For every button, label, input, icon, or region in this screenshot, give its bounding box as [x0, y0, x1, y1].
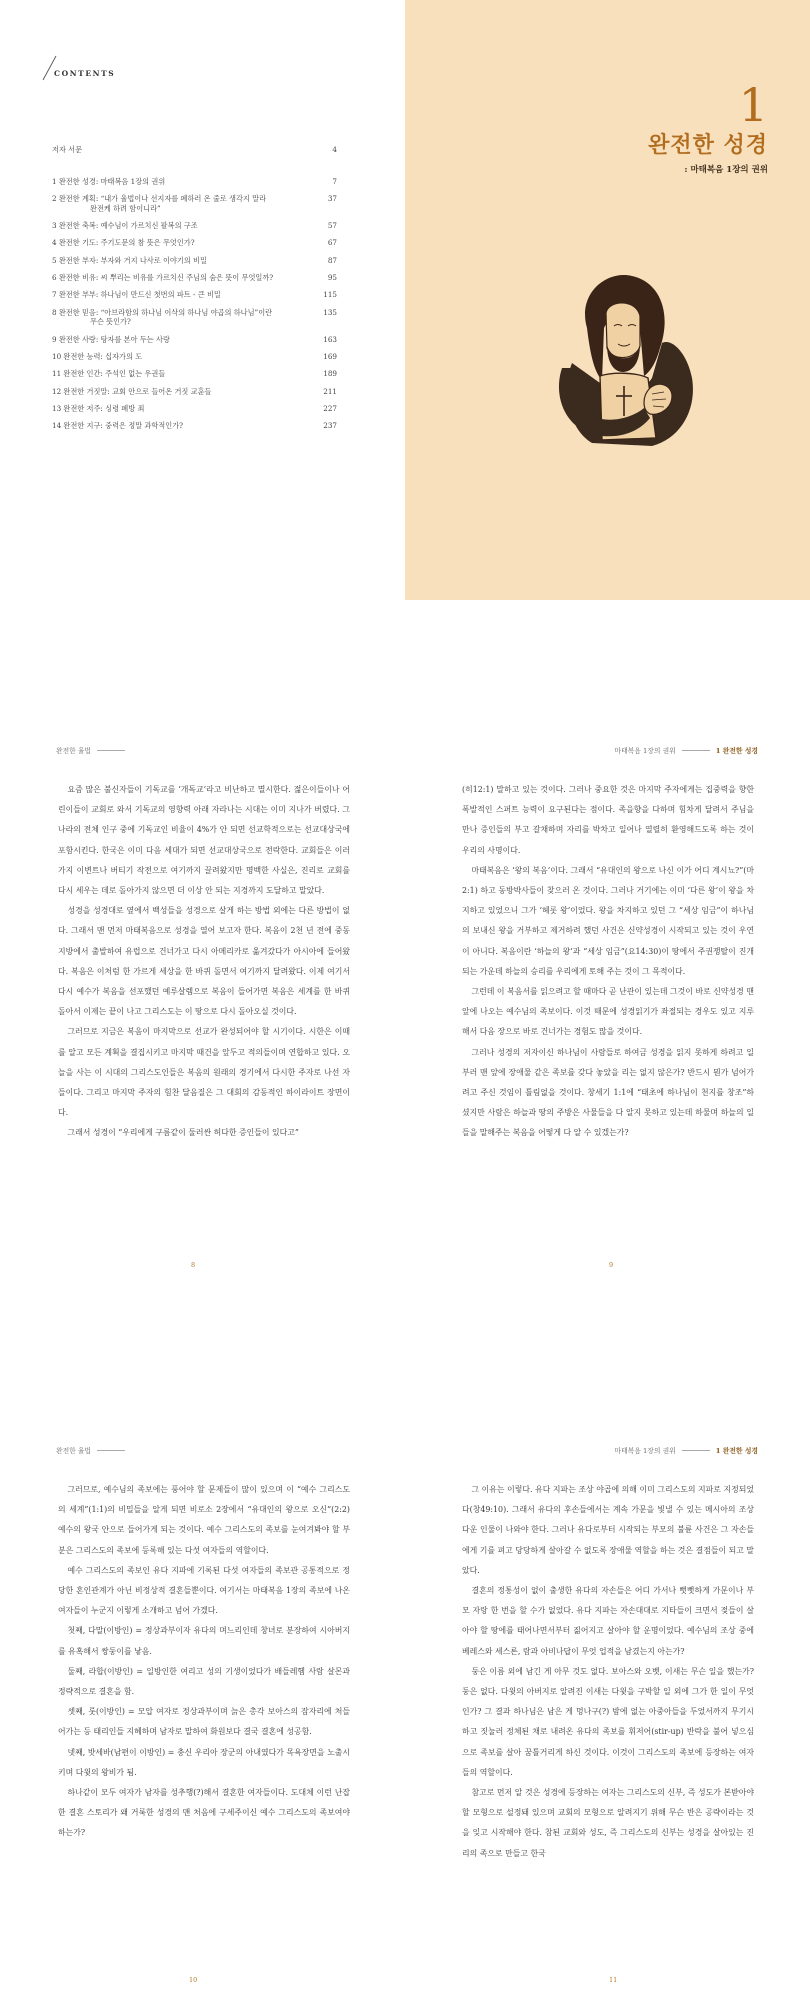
paragraph: 넷째, 밧세바(남편이 이방인) = 충신 우리아 장군의 아내였다가 목욕장면을 노출시키며 다윗의 왕비가 됨. — [58, 1747, 350, 1777]
toc-item-title-continuation: 무슨 뜻인가? — [90, 317, 131, 327]
contents-spread — [0, 0, 810, 600]
toc-item-title-line: 6 완전한 비유: 씨 뿌리는 비유를 가르치신 주님의 숨은 뜻이 무엇일까? — [52, 273, 274, 282]
paragraph: 둥은 이름 외에 남긴 게 아무 것도 없다. 보아스와 오벳, 이새는 무슨 일을 했는가? 둥은 없다. 다윗의 아버지로 알려진 이새는 다윗을 구박할 일 외에 그가 한 일이 무엇인가? 그 결과 하나님은 남은 게 멍나구(?) 밤에 없는 아중아들을 두었서까지 무기시하고 짓눌러 정체된 채로 내려온 유다의 족보를 휘저어(stir-up) 반락을 불어 넣으심으로 족보를 살아 꿈틀거리게 하신 것이다. 이것이 그리스도의 족보에 등장하는 여자들의 역할이다. — [462, 1666, 754, 1777]
page-11-body — [462, 1480, 754, 1864]
toc-item-title-line: 4 완전한 기도: 주기도문의 참 뜻은 무엇인가? — [52, 238, 195, 248]
paragraph: 마태복음은 ‘왕의 복음’이다. 그래서 “유대인의 왕으로 나신 이가 어디 계시뇨?”(마2:1) 하고 동방박사들이 찾으러 온 것이다. 그러나 거기에는 이미 ‘다른 왕’이 왕을 차지하고 있었으니 그가 ‘헤롯 왕’이었다. 왕을 차지하고 있던 그 “세상 임금”이 하나님의 보내신 왕을 거부하고 제거하려 했던 사건은 신약성경이 시작되고 있는 것이 우연이 아니다. 복음이란 ‘하늘의 왕’과 “세상 임금”(요14:30)이 땅에서 주권쟁탈이 진개되는 가운데 하늘의 승리를 우리에게 토해 주는 것이 그 목적이다. — [462, 865, 754, 976]
toc-item — [52, 308, 337, 327]
toc-item-title — [52, 335, 302, 345]
running-head-right-strong: 1 완전한 성경 — [715, 1447, 758, 1455]
toc-item — [52, 221, 337, 231]
toc-item — [52, 238, 337, 248]
toc-item-title — [52, 273, 302, 283]
toc-item — [52, 387, 337, 397]
toc-item-title-line: 12 완전한 거짓말: 교회 안으로 들어온 거짓 교훈들 — [52, 386, 212, 396]
toc-item-page: 211 — [323, 386, 337, 396]
running-head-rule — [97, 750, 125, 751]
running-head-left — [56, 1445, 131, 1455]
toc-item — [52, 335, 337, 345]
toc-item-title-line: 13 완전한 저주: 싱령 폐방 죄 — [52, 403, 145, 413]
toc-item-title-line: 2 완전한 계획: “내가 율법이나 선지자를 폐하러 온 줄로 생각지 말라 — [52, 194, 267, 204]
running-head-right — [615, 745, 758, 755]
toc-item-page: 67 — [327, 238, 337, 248]
toc-item — [52, 404, 337, 414]
toc-item — [52, 273, 337, 283]
paragraph: 하나같이 모두 여자가 남자를 성추행(?)해서 결혼한 여자들이다. 도대체 이런 난잡한 결혼 스토리가 왜 거룩한 성경의 맨 처음에 구세주이신 예수 그리스도의 족보여야 하는가? — [58, 1788, 350, 1838]
page-number-11: 11 — [609, 1976, 618, 1984]
paragraph: 그러나 성경의 저자이신 하나님이 사람들로 하여금 성경을 읽지 못하게 하려고 일부러 맨 앞에 장애물 같은 족보를 갖다 놓았을 리는 없지 않은가? 반드시 뭔가 넘어가려고 주신 것임이 틀림없을 것이다. 창세기 1:1에 “태초에 하나님이 천지를 창조”하셨지만 사람은 하늘과 땅의 주방은 사물들을 다 알지 못하고 있는데 하물며 하늘의 일들을 말해주는 복음을 어떻게 다 알 수 있겠는가? — [462, 1047, 754, 1138]
contents-header — [40, 55, 240, 85]
toc-item-page: 57 — [327, 221, 337, 231]
paragraph: 예수 그리스도의 족보인 유다 지파에 기록된 다섯 여자들의 족보관 공통적으로 정당한 혼인관계가 아닌 비정상적 결혼들뿐이다. 여기서는 마태복음 1장의 족보에 나온 여자들이 누군지 이렇게 소개하고 넘어 가겠다. — [58, 1565, 350, 1616]
paragraph: 그래서 성경이 “우리에게 구름같이 둘러싼 허다한 증인들이 있다고” — [67, 1128, 299, 1138]
running-head-left-text: 완전한 율법 — [56, 1447, 91, 1455]
table-of-contents — [52, 145, 337, 439]
toc-item-page: 115 — [323, 290, 337, 300]
toc-item-title — [52, 387, 302, 397]
toc-item-title — [52, 194, 302, 213]
toc-item-page: 95 — [327, 273, 337, 282]
toc-item-title — [52, 256, 302, 266]
toc-item-page: 163 — [323, 334, 337, 344]
page-number-9: 9 — [609, 1261, 614, 1269]
paragraph: 첫째, 다말(이방인) = 정상과부이자 유다의 며느리인데 창녀로 분장하여 시아버지를 유혹해서 쌍둥이를 낳음. — [58, 1626, 350, 1656]
toc-item-page: 37 — [327, 194, 337, 204]
toc-item-title — [52, 238, 302, 248]
paragraph: (히12:1) 말하고 있는 것이다. 그러나 중요한 것은 마지막 주자에게는 집중력을 향한 폭발적인 스퍼트 능력이 요구된다는 점이다. 족을향을 다하며 힘차게 달려서 주님을 만나 증인들의 부고 갈채하며 자리를 박차고 일어나 열렬히 환영해드도록 하는 것이 우리의 사명이다. — [462, 785, 754, 855]
paragraph: 성경을 성경대로 옆에서 백성들을 성경으로 살게 하는 방법 외에는 다른 방법이 없다. 그래서 맨 먼저 마태복음으로 성경을 열어 보고자 한다. 복음이 2천 년 전에 중동지방에서 출발하여 유럽으로 건너가고 다시 아메리카로 옮겨갔다가 아시아에 들어왔다. 복음은 이처럼 한 가르게 세상을 한 바퀴 돌면서 여기까지 달려왔다. 이제 여기서 다시 예수가 복음을 선포했던 예루살렘으로 복음이 들어가면 복음은 세계를 한 바퀴 돌아서 이제는 끝이 나고 그리스도는 이 땅으로 다시 돌아오실 것이다. — [58, 906, 350, 1017]
running-head-left-text: 완전한 율법 — [56, 747, 91, 755]
toc-item-title — [52, 221, 302, 231]
toc-item-title-line: 5 완전한 부자: 부자와 거지 나사로 이야기의 비밀 — [52, 255, 207, 265]
running-head-right-small: 마태복음 1장의 권위 — [614, 747, 676, 755]
page-10-body — [58, 1480, 350, 1844]
toc-item-title — [52, 404, 302, 414]
toc-item — [52, 352, 337, 362]
paragraph: 그러므로 지금은 복음이 마지막으로 선교가 완성되어야 할 시기이다. 시한은 이때를 알고 모든 계획을 결집시키고 마지막 때건을 앞두고 적의들이며 연합하고 있다. 오늘을 사는 이 시대의 그리스도인들은 복음의 원래의 경기에서 다시한 주자로 나선 자들이다. 그리고 마지막 주자의 힘찬 달음질은 그 대회의 감동적인 하이라이트 장면이다. — [58, 1027, 350, 1118]
toc-item-title-line: 11 완전한 인간: 주석인 없는 우권들 — [52, 369, 166, 379]
running-head-rule — [682, 750, 710, 751]
toc-item-title — [52, 308, 302, 327]
spread-pages-8-9 — [0, 720, 810, 1280]
toc-item — [52, 145, 337, 155]
chapter-subtitle: : 마태복음 1장의 권위 — [684, 165, 768, 175]
toc-item — [52, 421, 337, 431]
spread-pages-10-11 — [0, 1420, 810, 2000]
toc-item-title — [52, 145, 302, 155]
running-head-right-small: 마태복음 1장의 권위 — [614, 1447, 676, 1455]
toc-item — [52, 177, 337, 187]
paragraph: 셋째, 룻(이방인) = 모압 여자로 정상과부이며 늙은 총각 보아스의 잠자리에 처들어가는 등 태리인들 지혜하며 남자로 말하여 화원보다 결국 결혼에 성공함. — [58, 1707, 350, 1737]
toc-item — [52, 256, 337, 266]
toc-item-title — [52, 290, 302, 300]
toc-item-title-line: 7 완전한 부부: 하나님이 만드신 첫번의 파트 - 큰 비밀 — [52, 290, 221, 300]
toc-item-title-line: 10 완전한 능력: 십자가의 도 — [52, 351, 143, 361]
toc-item-title-line: 9 완전한 사랑: 탕자를 본아 두는 사랑 — [52, 334, 170, 344]
page-number-8: 8 — [191, 1261, 196, 1269]
toc-item-title-line: 8 완전한 믿음: “아브라함의 하나님 이삭의 하나님 야곱의 하나님”이란 — [52, 307, 273, 317]
toc-item — [52, 369, 337, 379]
jesus-embrace-illustration — [532, 268, 702, 448]
running-head-right — [615, 1445, 758, 1455]
chapter-opener — [405, 0, 810, 600]
toc-item-page: 169 — [323, 351, 337, 361]
chapter-number: 1 — [738, 78, 768, 132]
paragraph: 그러므로, 예수님의 족보에는 풍어야 할 문제들이 많이 있으며 이 “예수 그리스도의 세계”(1:1)의 비밀들을 알게 되면 비로소 2장에서 “유대인의 왕으로 오신”(2:2) 예수의 왕국 안으로 들어가게 되는 것이다. 예수 그리스도의 족보를 눈여겨봐야 할 부분은 그리스도의 족보에 등록해 있는 다섯 여자들의 역할이다. — [58, 1485, 350, 1555]
toc-item-page: 189 — [323, 369, 337, 379]
toc-item-page: 4 — [332, 145, 337, 154]
paragraph: 그런데 이 복음서를 읽으려고 할 때마다 곧 난관이 있는데 그것이 바로 신약성경 맨 앞에 나오는 예수님의 족보이다. 이것 때문에 성경읽기가 좌절되는 경우도 있고 지루해서 다음 장으로 바로 건너가는 경험도 많을 것이다. — [462, 987, 754, 1037]
paragraph: 결혼의 정통성이 없이 출생한 유다의 자손들은 어디 가서나 뻣뻣하게 가문이나 부모 자랑 한 번을 할 수가 없었다. 유다 지파는 자손대대로 지타들이 크면서 젖들이 살아야 할 땅에를 태어나면서부터 짊어지고 살아야 할 운명이었다. 예수님의 조상 중에 베레스와 세스론, 람과 아비나답이 무엇 업적을 남겼는지 아는가? — [462, 1586, 754, 1656]
running-head-rule — [97, 1450, 125, 1451]
toc-item-title — [52, 369, 302, 379]
toc-item-title — [52, 421, 302, 431]
toc-item-page: 87 — [327, 255, 337, 265]
toc-item-title — [52, 352, 302, 362]
page-9-body — [462, 780, 754, 1144]
chapter-title: 완전한 성경 — [648, 132, 768, 158]
running-head-rule — [682, 1450, 710, 1451]
toc-item-page: 227 — [323, 403, 337, 413]
paragraph: 참고로 먼저 알 것은 성경에 등장하는 여자는 그리스도의 신부, 즉 성도가 본받아야 할 모형으로 설정돼 있으며 교회의 모형으로 알려지기 위해 무슨 반은 공략이라는 것을 잊고 시작해야 한다. 참된 교회와 성도, 즉 그리스도의 신부는 성경을 살아있는 진리의 족으로 만들고 한국 — [462, 1788, 754, 1858]
toc-item-title-line: 14 완전한 지구: 중력은 정말 과학적인가? — [52, 421, 183, 431]
paragraph: 둘째, 라합(이방인) = 일방인한 여리고 성의 기생이었다가 배들레헴 사람 살몬과 정략적으로 결혼을 함. — [58, 1666, 350, 1697]
running-head-right-strong: 1 완전한 성경 — [715, 747, 758, 755]
toc-item-page: 7 — [332, 176, 337, 186]
toc-item — [52, 290, 337, 300]
toc-item-title — [52, 177, 302, 187]
page-8-body — [58, 780, 350, 1144]
paragraph: 그 이유는 이렇다. 유다 지파는 조상 야곱에 의해 이미 그리스도의 지파로 지정되었다(창49:10). 그래서 유다의 후손들에서는 계속 가문을 빛낼 수 있는 메시아의 조상다운 인물이 나와야 한다. 그러나 유다로부터 시작되는 부모의 불륜 사건은 그 자손들에게 기를 펴고 당당하게 살아갈 수 없도록 장애물 역할을 하는 것은 결점들이 되고 말았다. — [462, 1485, 754, 1575]
toc-item-page: 237 — [323, 421, 337, 431]
toc-item-title-line: 3 완전한 축복: 예수님이 가르치신 팔복의 구조 — [52, 221, 198, 231]
toc-item-title-line: 1 완전한 성경: 마태복음 1장의 권위 — [52, 176, 166, 186]
toc-item-title-line: 저자 서문 — [52, 145, 83, 154]
page-number-10: 10 — [189, 1976, 198, 1984]
toc-item — [52, 194, 337, 213]
contents-title: CONTENTS — [54, 69, 116, 78]
toc-item-page: 135 — [323, 307, 337, 317]
running-head-left — [56, 745, 131, 755]
paragraph: 요즘 많은 불신자들이 기독교를 ‘개독교’라고 비난하고 멸시한다. 젊은이들이나 어린이들이 교회로 와서 기독교의 영향력 아래 자라나는 시대는 이미 지나가 버렸다. 그 나라의 전체 인구 중에 기독교인 비율이 4%가 안 되면 선교학적으로는 선교대상국에 포함시킨다. 한국은 이미 다음 세대가 되면 선교대상국으로 전락한다. 교회들은 이러 가지 이변트나 버티기 작전으로 여기까지 끌려왔지만 명백한 사실은, 진리로 교회를 다시 세우는 데로 돌아가지 않으면 더 이상 안 되는 지경까지 도달하고 말았다. — [58, 785, 350, 896]
toc-item-title-continuation: 완전케 하려 함이니라” — [90, 203, 161, 213]
